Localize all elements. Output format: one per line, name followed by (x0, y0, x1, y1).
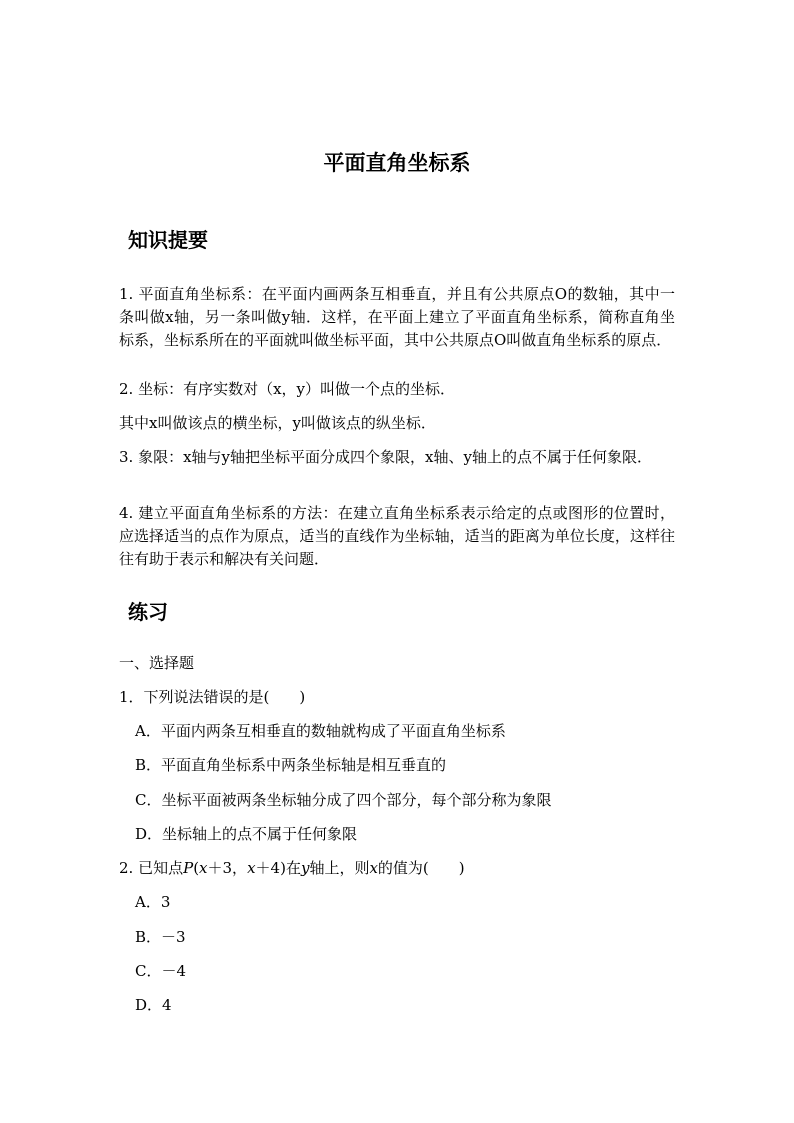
knowledge-item-1: 1. 平面直角坐标系：在平面内画两条互相垂直，并且有公共原点O的数轴，其中一条叫做x轴，另一条叫做y轴．这样，在平面上建立了平面直角坐标系，简称直角坐标系，坐标系所在的平面就叫做坐标平面，其中公共原点O叫做直角坐标系的原点． (119, 285, 675, 349)
question-2-option-a: A．3 (135, 893, 171, 911)
q2-unknown-var: x (369, 859, 378, 877)
page-title: 平面直角坐标系 (323, 150, 471, 175)
section-heading-knowledge: 知识提要 (128, 228, 208, 252)
question-2-option-c: C．－4 (135, 962, 187, 980)
knowledge-item-2: 2. 坐标：有序实数对（x，y）叫做一个点的坐标． (119, 380, 456, 398)
question-1-option-d: D．坐标轴上的点不属于任何象限 (135, 825, 358, 843)
q2-x-var-2: x (247, 859, 256, 877)
q2-suffix: 的值为( ) (377, 859, 465, 877)
q2-x-var-1: x (199, 859, 208, 877)
knowledge-item-4: 4. 建立平面直角坐标系的方法：在建立直角坐标系表示给定的点或图形的位置时，应选择适当的点作为原点，适当的直线作为坐标轴，适当的距离为单位长度，这样往往有助于表示和解决有关问题． (119, 504, 675, 568)
knowledge-item-3: 3. 象限：x轴与y轴把坐标平面分成四个象限，x轴、y轴上的点不属于任何象限． (119, 448, 652, 466)
question-1-stem: 1．下列说法错误的是( ) (119, 688, 306, 706)
question-1-option-b: B．平面直角坐标系中两条坐标轴是相互垂直的 (135, 756, 447, 774)
q2-mid: 在 (285, 859, 301, 877)
choice-section-label: 一、选择题 (119, 654, 195, 672)
q2-mid2: 轴上，则 (309, 859, 370, 877)
question-1-option-c: C．坐标平面被两条坐标轴分成了四个部分，每个部分称为象限 (135, 791, 552, 809)
section-heading-practice: 练习 (128, 600, 168, 624)
question-1-option-a: A．平面内两条互相垂直的数轴就构成了平面直角坐标系 (135, 722, 506, 740)
question-2-option-d: D．4 (135, 996, 172, 1014)
q2-axis-var: y (300, 859, 310, 877)
q2-prefix: 2. 已知点 (119, 859, 184, 877)
q2-x-rest: ＋3， (207, 859, 248, 877)
q2-y-rest: ＋4) (255, 859, 286, 877)
question-2-stem (119, 857, 465, 879)
question-2-option-b: B．－3 (135, 928, 186, 946)
knowledge-item-2-note: 其中x叫做该点的横坐标，y叫做该点的纵坐标． (119, 414, 436, 432)
q2-point-name: P (183, 859, 194, 877)
q2-open: ( (193, 859, 200, 877)
